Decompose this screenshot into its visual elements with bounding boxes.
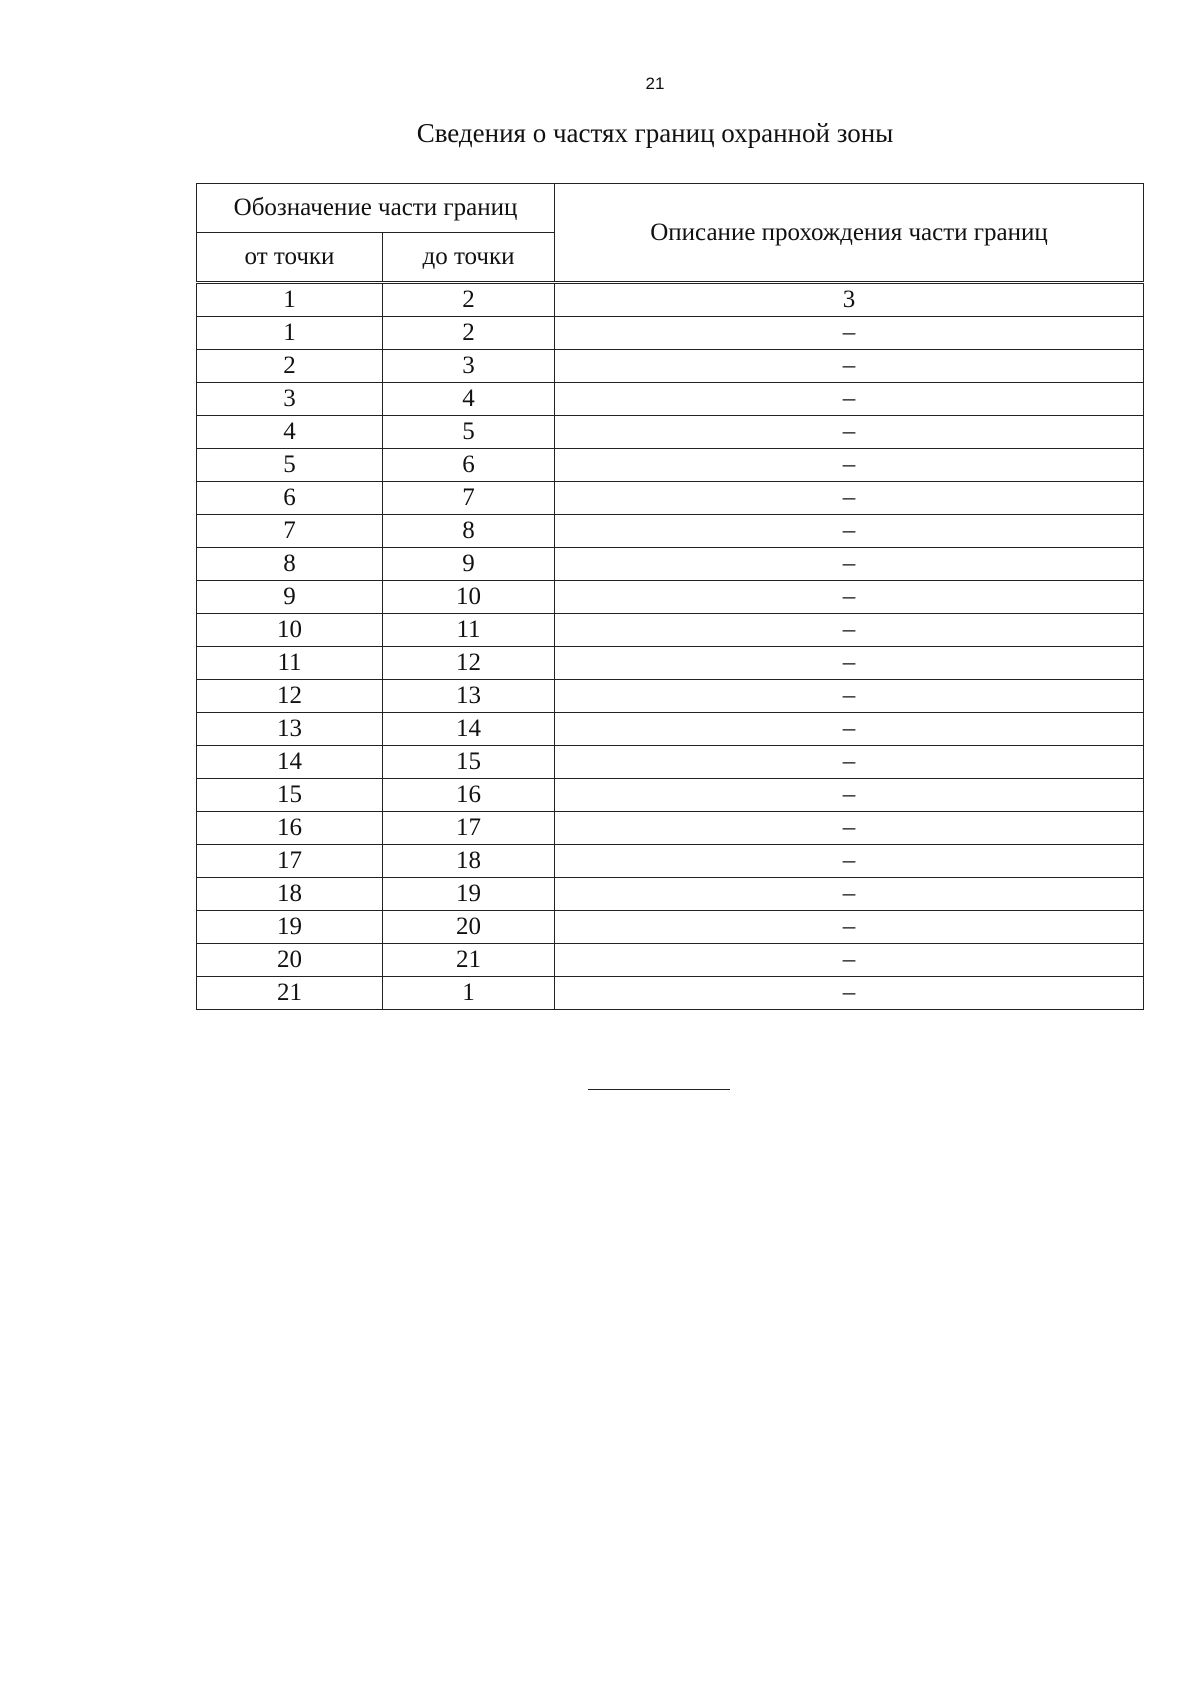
cell-from-point: 13: [197, 713, 383, 746]
cell-description: –: [555, 746, 1144, 779]
cell-from-point: 11: [197, 647, 383, 680]
cell-to-point: 9: [383, 548, 555, 581]
cell-from-point: 7: [197, 515, 383, 548]
column-numbers: [197, 283, 1144, 317]
cell-description: –: [555, 614, 1144, 647]
cell-to-point: 3: [383, 350, 555, 383]
cell-from-point: 5: [197, 449, 383, 482]
table-row: [197, 416, 1144, 449]
cell-description: –: [555, 515, 1144, 548]
table-row: [197, 350, 1144, 383]
table-row: [197, 581, 1144, 614]
table-row: [197, 812, 1144, 845]
cell-description: –: [555, 878, 1144, 911]
cell-to-point: 14: [383, 713, 555, 746]
cell-from-point: 9: [197, 581, 383, 614]
cell-description: –: [555, 581, 1144, 614]
cell-from-point: 15: [197, 779, 383, 812]
header-boundary-part-designation: Обозначение части границ: [197, 184, 555, 233]
cell-to-point: 4: [383, 383, 555, 416]
cell-description: –: [555, 977, 1144, 1010]
cell-from-point: 21: [197, 977, 383, 1010]
table-body: [197, 317, 1144, 1010]
cell-from-point: 10: [197, 614, 383, 647]
header-to-point: до точки: [383, 233, 555, 283]
cell-to-point: 21: [383, 944, 555, 977]
cell-description: –: [555, 680, 1144, 713]
cell-to-point: 11: [383, 614, 555, 647]
cell-from-point: 6: [197, 482, 383, 515]
cell-from-point: 20: [197, 944, 383, 977]
cell-from-point: 14: [197, 746, 383, 779]
cell-to-point: 2: [383, 317, 555, 350]
table-row: [197, 680, 1144, 713]
header-from-point: от точки: [197, 233, 383, 283]
cell-description: –: [555, 317, 1144, 350]
cell-from-point: 17: [197, 845, 383, 878]
table-row: [197, 449, 1144, 482]
table-row: [197, 383, 1144, 416]
cell-to-point: 15: [383, 746, 555, 779]
column-number-2: 2: [383, 283, 555, 317]
cell-to-point: 17: [383, 812, 555, 845]
table-row: [197, 548, 1144, 581]
cell-description: –: [555, 416, 1144, 449]
table-row: [197, 647, 1144, 680]
table-header: [197, 184, 1144, 283]
table-row: [197, 713, 1144, 746]
table-row: [197, 515, 1144, 548]
cell-description: –: [555, 779, 1144, 812]
column-number-1: 1: [197, 283, 383, 317]
cell-description: –: [555, 350, 1144, 383]
cell-from-point: 4: [197, 416, 383, 449]
cell-description: –: [555, 713, 1144, 746]
cell-description: –: [555, 383, 1144, 416]
column-number-row: [197, 283, 1144, 317]
table-header-row-1: [197, 184, 1144, 233]
table-row: [197, 911, 1144, 944]
cell-description: –: [555, 845, 1144, 878]
cell-to-point: 13: [383, 680, 555, 713]
page-number: 21: [645, 74, 665, 93]
table-row: [197, 977, 1144, 1010]
column-number-3: 3: [555, 283, 1144, 317]
boundary-parts-table: [196, 183, 1144, 1010]
document-title: Сведения о частях границ охранной зоны: [416, 118, 894, 148]
table-row: [197, 614, 1144, 647]
table-row: [197, 317, 1144, 350]
cell-description: –: [555, 647, 1144, 680]
cell-to-point: 8: [383, 515, 555, 548]
table-row: [197, 779, 1144, 812]
cell-to-point: 20: [383, 911, 555, 944]
end-of-section-rule: [588, 1089, 730, 1090]
cell-to-point: 10: [383, 581, 555, 614]
cell-from-point: 19: [197, 911, 383, 944]
cell-from-point: 12: [197, 680, 383, 713]
cell-description: –: [555, 548, 1144, 581]
cell-to-point: 16: [383, 779, 555, 812]
boundary-parts-table-container: [196, 183, 1143, 1010]
cell-to-point: 12: [383, 647, 555, 680]
table-row: [197, 845, 1144, 878]
cell-from-point: 8: [197, 548, 383, 581]
cell-description: –: [555, 911, 1144, 944]
cell-from-point: 1: [197, 317, 383, 350]
cell-to-point: 6: [383, 449, 555, 482]
cell-from-point: 18: [197, 878, 383, 911]
cell-description: –: [555, 812, 1144, 845]
header-boundary-description: Описание прохождения части границ: [555, 184, 1144, 283]
cell-description: –: [555, 449, 1144, 482]
cell-from-point: 2: [197, 350, 383, 383]
cell-description: –: [555, 482, 1144, 515]
table-row: [197, 482, 1144, 515]
table-row: [197, 944, 1144, 977]
table-row: [197, 878, 1144, 911]
cell-description: –: [555, 944, 1144, 977]
cell-to-point: 19: [383, 878, 555, 911]
cell-from-point: 16: [197, 812, 383, 845]
cell-to-point: 7: [383, 482, 555, 515]
cell-to-point: 1: [383, 977, 555, 1010]
cell-from-point: 3: [197, 383, 383, 416]
cell-to-point: 5: [383, 416, 555, 449]
cell-to-point: 18: [383, 845, 555, 878]
table-row: [197, 746, 1144, 779]
